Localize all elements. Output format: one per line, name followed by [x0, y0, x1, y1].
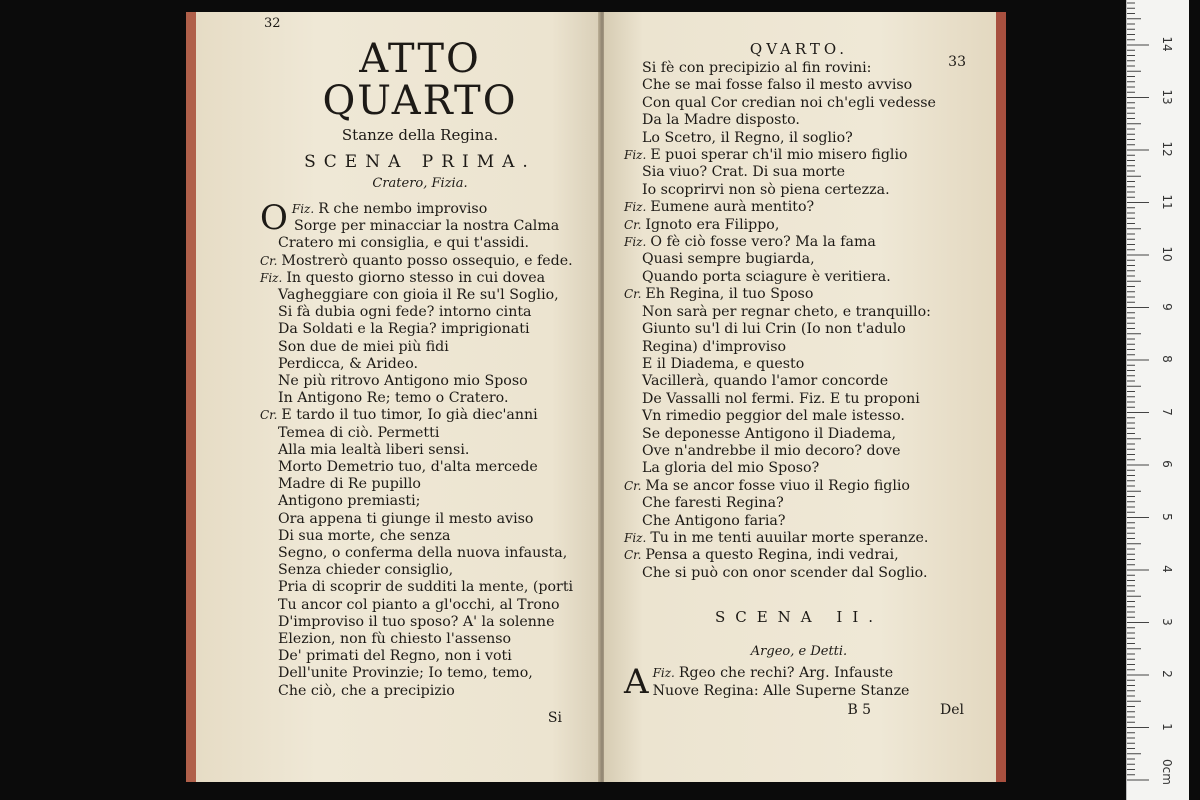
right-page — [604, 12, 1006, 782]
verse-text: Regina) d'improviso — [642, 338, 787, 355]
verse-text: Io scoprirvi non sò piena certezza. — [642, 181, 890, 198]
act-title: ATTO QUARTO — [322, 36, 518, 124]
ruler-number: 10 — [1160, 246, 1174, 262]
verse-text: E il Diadema, e questo — [642, 355, 805, 372]
verse-text: Pensa a questo Regina, indi vedrai, — [645, 547, 899, 564]
speaker-label: Fiz. — [624, 235, 647, 250]
verse-line — [260, 597, 580, 614]
ruler-ticks — [1127, 0, 1189, 800]
verse-line — [260, 218, 580, 235]
verse-line — [260, 373, 580, 390]
verse-line — [624, 95, 974, 112]
verse-line — [260, 579, 580, 596]
verse-line — [624, 321, 974, 338]
verse-line — [260, 425, 580, 442]
drop-cap: A — [624, 662, 649, 703]
right-verse-block — [624, 60, 974, 582]
verse-text: Se deponesse Antigono il Diadema, — [642, 425, 897, 442]
verse-line — [624, 182, 974, 199]
verse-line — [624, 373, 974, 390]
speaker-label: Cr. — [624, 478, 642, 493]
verse-text: Quasi sempre bugiarda, — [642, 251, 815, 268]
verse-line — [624, 251, 974, 268]
left-page — [186, 12, 600, 782]
verse-line — [260, 407, 580, 424]
ruler-number: 11 — [1160, 193, 1174, 210]
verse-line — [624, 530, 974, 547]
verse-text: Ove n'andrebbe il mio decoro? dove — [642, 442, 901, 459]
verse-text: Morto Demetrio tuo, d'alta mercede — [278, 459, 538, 476]
verse-line — [624, 391, 974, 408]
verse-line — [260, 270, 580, 287]
verse-line — [624, 426, 974, 443]
verse-line — [260, 339, 580, 356]
scene-heading: SCENA PRIMA. — [304, 152, 536, 172]
verse-text: Eh Regina, il tuo Sposo — [645, 286, 814, 303]
verse-text: Perdicca, & Arideo. — [278, 355, 419, 372]
left-page-number: 32 — [264, 16, 281, 31]
verse-text: Madre di Re pupillo — [278, 476, 421, 493]
verse-line — [624, 478, 974, 495]
verse-text: Pria di scoprir de sudditi la mente, (porti — [278, 579, 574, 596]
verse-line — [624, 495, 974, 512]
ruler-number: 1 — [1160, 722, 1174, 731]
verse-text: De' primati del Regno, non i voti — [278, 648, 512, 665]
verse-line — [260, 665, 580, 682]
verse-line — [260, 648, 580, 665]
speaker-label: Cr. — [624, 287, 642, 302]
ruler-number: 0cm — [1160, 759, 1174, 785]
speaker-label: Fiz. — [624, 530, 647, 545]
verse-line — [624, 130, 974, 147]
verse-text: In questo giorno stesso in cui dovea — [286, 269, 546, 286]
verse-text: Alla mia lealtà liberi sensi. — [278, 441, 470, 458]
verse-text: Senza chieder consiglio, — [278, 562, 454, 579]
verse-line — [624, 269, 974, 286]
measuring-ruler — [1126, 0, 1189, 800]
open-book — [186, 12, 1022, 782]
verse-text: Di sua morte, che senza — [278, 527, 451, 544]
running-head: QVARTO. — [749, 40, 849, 58]
verse-text: In Antigono Re; temo o Cratero. — [278, 390, 509, 407]
verse-line — [624, 356, 974, 373]
verse-text: Giunto su'l di lui Crin (Io non t'adulo — [642, 321, 906, 338]
verse-text: Temea di ciò. Permetti — [278, 424, 440, 441]
verse-line — [260, 511, 580, 528]
right-page-number: 33 — [948, 54, 966, 70]
verse-line — [624, 199, 974, 216]
verse-line — [624, 443, 974, 460]
verse-text: Si fà dubia ogni fede? intorno cinta — [278, 304, 532, 321]
verse-line — [624, 112, 974, 129]
verse-line — [260, 683, 580, 700]
verse-line — [624, 408, 974, 425]
verse-text: Sia viuo? Crat. Di sua morte — [642, 164, 846, 181]
verse-line — [260, 356, 580, 373]
verse-line — [260, 442, 580, 459]
verse-line — [624, 565, 974, 582]
verse-text: Non sarà per regnar cheto, e tranquillo: — [642, 303, 931, 320]
verse-line — [260, 390, 580, 407]
verse-line — [624, 234, 974, 251]
verse-line — [260, 235, 580, 252]
speaker-label: Fiz. — [652, 666, 675, 681]
verse-text: Che faresti Regina? — [642, 495, 784, 512]
right-footer — [624, 702, 974, 718]
verse-line — [624, 77, 974, 94]
ruler-number: 4 — [1160, 565, 1174, 573]
verse-text: Vn rimedio peggior del male istesso. — [642, 408, 905, 425]
drop-cap: O — [260, 198, 288, 238]
speaker-label: Cr. — [624, 548, 642, 563]
verse-text: Da Soldati e la Regia? imprigionati — [278, 321, 530, 338]
speaker-label: Fiz. — [624, 200, 647, 215]
verse-line — [260, 562, 580, 579]
verse-line — [260, 304, 580, 321]
verse-text: De Vassalli nol fermi. Fiz. E tu proponi — [642, 390, 920, 407]
verse-text: Vacillerà, quando l'amor concorde — [642, 373, 889, 390]
verse-text: Tu in me tenti auuilar morte speranze. — [650, 529, 929, 546]
verse-line — [260, 459, 580, 476]
verse-text: Vagheggiare con gioia il Re su'l Soglio, — [278, 287, 559, 304]
verse-line — [624, 547, 974, 564]
signature-mark: B 5 — [847, 702, 872, 718]
verse-line — [260, 545, 580, 562]
speaker-label: Fiz. — [291, 202, 315, 216]
verse-line — [260, 253, 580, 270]
verse-text: Eumene aurà mentito? — [650, 199, 815, 216]
right-catchword: Del — [940, 702, 964, 718]
verse-line — [624, 60, 974, 77]
verse-text: Tu ancor col pianto a gl'occhi, al Trono — [278, 596, 560, 613]
ruler-number: 6 — [1160, 460, 1174, 468]
verse-text: Elezion, non fù chiesto l'assenso — [278, 631, 512, 648]
verse-text: La gloria del mio Sposo? — [642, 460, 820, 477]
verse-text: Ora appena ti giunge il mesto aviso — [278, 510, 534, 527]
verse-line — [624, 217, 974, 234]
verse-text: Lo Scetro, il Regno, il soglio? — [642, 129, 853, 146]
verse-text: Da la Madre disposto. — [642, 112, 800, 129]
verse-text: Mostrerò quanto posso ossequio, e fede. — [281, 252, 573, 269]
verse-text: Con qual Cor credian noi ch'egli vedesse — [642, 94, 936, 111]
verse-line — [260, 528, 580, 545]
scene-characters: Cratero, Fizia. — [372, 176, 468, 191]
speaker-label: Cr. — [260, 408, 278, 423]
verse-line — [624, 304, 974, 321]
verse-text: Antigono premiasti; — [278, 493, 421, 510]
verse-line — [624, 164, 974, 181]
verse-line — [624, 460, 974, 477]
speaker-label: Fiz. — [624, 148, 647, 163]
verse-text: Ignoto era Filippo, — [645, 216, 780, 233]
verse-line — [260, 493, 580, 510]
speaker-label: Cr. — [624, 217, 642, 232]
verse-text: Rgeo che rechi? Arg. Infauste — [678, 665, 894, 682]
verse-line — [260, 631, 580, 648]
verse-text: E puoi sperar ch'il mio misero figlio — [650, 147, 908, 164]
verse-line — [260, 287, 580, 304]
act-subtitle: Stanze della Regina. — [341, 126, 499, 144]
ruler-number: 13 — [1160, 88, 1174, 105]
ruler-number: 5 — [1160, 512, 1174, 521]
ruler-number: 8 — [1160, 355, 1174, 363]
verse-line — [624, 683, 974, 700]
verse-line — [624, 339, 974, 356]
scene-two-heading: SCENA II. — [714, 608, 884, 627]
ruler-number: 7 — [1160, 407, 1174, 416]
verse-line — [260, 321, 580, 338]
speaker-label: Cr. — [260, 253, 278, 268]
scene-two-characters: Argeo, e Detti. — [750, 644, 848, 660]
verse-text: Nuove Regina: Alle Superne Stanze — [652, 682, 910, 699]
ruler-number: 3 — [1160, 617, 1174, 626]
verse-line — [260, 614, 580, 631]
verse-line — [624, 513, 974, 530]
verse-text: Quando porta sciagure è veritiera. — [642, 268, 891, 285]
verse-text: Ne più ritrovo Antigono mio Sposo — [278, 373, 528, 390]
verse-text: Dell'unite Provinzie; Io temo, temo, — [278, 665, 533, 682]
verse-line — [624, 286, 974, 303]
verse-text: Che si può con onor scender dal Soglio. — [642, 564, 928, 581]
verse-text: Che se mai fosse falso il mesto avviso — [642, 77, 913, 94]
ruler-number: 9 — [1160, 302, 1174, 311]
verse-line — [624, 147, 974, 164]
scene-two-verse-block — [624, 662, 974, 703]
verse-text: Ma se ancor fosse viuo il Regio figlio — [645, 477, 910, 494]
verse-text: O fè ciò fosse vero? Ma la fama — [650, 234, 876, 251]
ruler-number: 2 — [1160, 670, 1174, 678]
verse-text: Si fè con precipizio al fin rovini: — [642, 60, 872, 76]
ruler-number: 14 — [1160, 36, 1174, 52]
verse-text: E tardo il tuo timor, Io già diec'anni — [281, 407, 538, 424]
verse-line — [260, 476, 580, 493]
left-verse-block — [260, 198, 580, 700]
left-catchword: Si — [547, 709, 562, 726]
verse-text: R che nembo improviso — [318, 201, 488, 217]
verse-text: Che ciò, che a precipizio — [278, 682, 455, 699]
ruler-number: 12 — [1160, 141, 1174, 157]
verse-text: Segno, o conferma della nuova infausta, — [278, 545, 568, 562]
verse-text: Cratero mi consiglia, e qui t'assidi. — [278, 235, 530, 252]
verse-text: Che Antigono faria? — [642, 512, 786, 529]
verse-text: Sorge per minacciar la nostra Calma — [294, 218, 560, 235]
speaker-label: Fiz. — [260, 270, 283, 285]
verse-text: D'improviso il tuo sposo? A' la solenne — [278, 613, 555, 630]
verse-text: Son due de miei più fidi — [278, 338, 449, 355]
